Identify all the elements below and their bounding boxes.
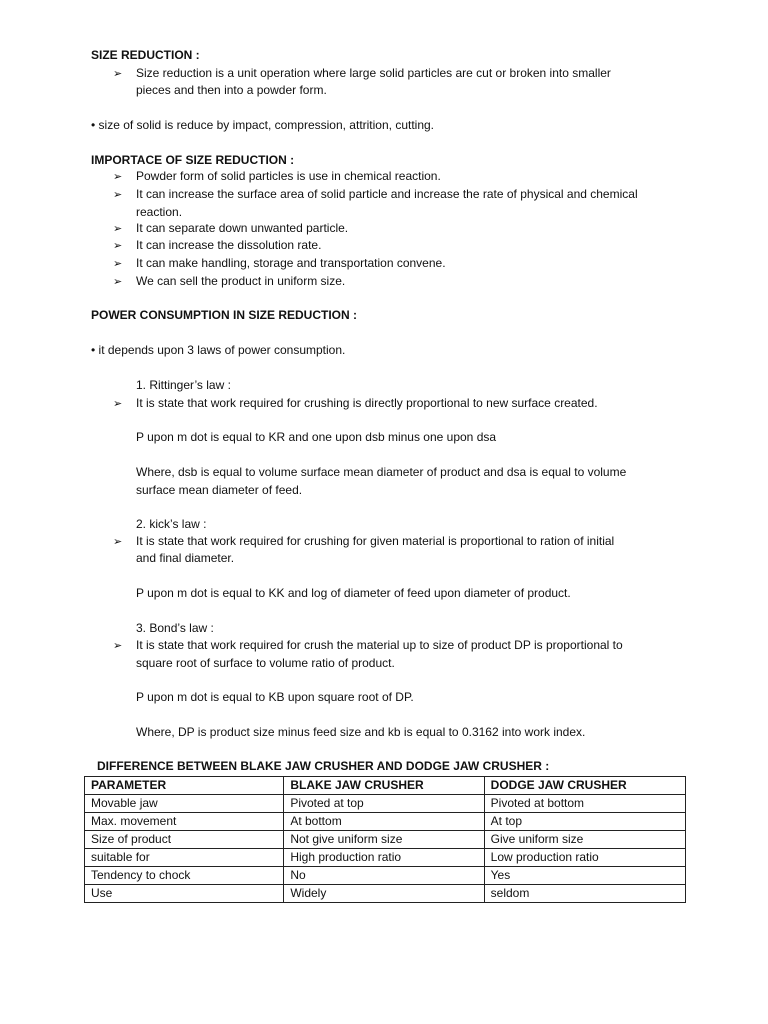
size-reduction-definition-cont: pieces and then into a powder form. (136, 83, 327, 97)
table-cell: Size of product (85, 831, 284, 849)
importance-item-cont: reaction. (136, 205, 183, 219)
table-row (85, 885, 686, 903)
table-header-row (85, 777, 686, 795)
table-cell: Yes (484, 867, 685, 885)
arrow-bullet-icon: ➢ (113, 536, 123, 548)
rittinger-law-title: 1. Rittinger’s law : (136, 378, 231, 392)
table-row (85, 867, 686, 885)
rittinger-law-note-cont: surface mean diameter of feed. (136, 483, 303, 497)
table-cell: seldom (484, 885, 685, 903)
table-cell: Tendency to chock (85, 867, 284, 885)
size-reduction-definition: Size reduction is a unit operation where large solid particles are cut or broken into smaller (136, 66, 611, 80)
column-header-blake: BLAKE JAW CRUSHER (284, 777, 484, 795)
kick-law-statement-cont: and final diameter. (136, 551, 235, 565)
arrow-bullet-icon: ➢ (113, 68, 123, 80)
comparison-table (84, 776, 686, 903)
size-reduction-heading: SIZE REDUCTION : (91, 48, 200, 62)
table-row (85, 831, 686, 849)
arrow-bullet-icon: ➢ (113, 258, 123, 270)
importance-item: Powder form of solid particles is use in chemical reaction. (136, 169, 441, 183)
arrow-bullet-icon: ➢ (113, 223, 123, 235)
importance-item: It can make handling, storage and transportation convene. (136, 256, 446, 270)
table-cell: Widely (284, 885, 484, 903)
size-reduction-bullet: • size of solid is reduce by impact, compression, attrition, cutting. (91, 118, 435, 132)
difference-heading: DIFFERENCE BETWEEN BLAKE JAW CRUSHER AND DODGE JAW CRUSHER : (97, 759, 550, 773)
table-cell: Use (85, 885, 284, 903)
column-header-parameter: PARAMETER (85, 777, 284, 795)
table-cell: Give uniform size (484, 831, 685, 849)
importance-item: It can increase the dissolution rate. (136, 238, 322, 252)
table-cell: Max. movement (85, 813, 284, 831)
rittinger-law-note: Where, dsb is equal to volume surface mean diameter of product and dsa is equal to volume (136, 465, 627, 479)
bond-law-statement: It is state that work required for crush the material up to size of product DP is proportional to (136, 638, 623, 652)
importance-heading: IMPORTACE OF SIZE REDUCTION : (91, 153, 295, 167)
table-cell: Pivoted at top (284, 795, 484, 813)
importance-item: It can increase the surface area of solid particle and increase the rate of physical and chemical (136, 187, 638, 201)
power-consumption-bullet: • it depends upon 3 laws of power consumption. (91, 343, 346, 357)
arrow-bullet-icon: ➢ (113, 276, 123, 288)
arrow-bullet-icon: ➢ (113, 398, 123, 410)
rittinger-law-statement: It is state that work required for crushing is directly proportional to new surface created. (136, 396, 598, 410)
arrow-bullet-icon: ➢ (113, 640, 123, 652)
arrow-bullet-icon: ➢ (113, 240, 123, 252)
table-cell: Movable jaw (85, 795, 284, 813)
kick-law-formula: P upon m dot is equal to KK and log of diameter of feed upon diameter of product. (136, 586, 571, 600)
column-header-dodge: DODGE JAW CRUSHER (484, 777, 685, 795)
bond-law-note: Where, DP is product size minus feed size and kb is equal to 0.3162 into work index. (136, 725, 586, 739)
importance-item: We can sell the product in uniform size. (136, 274, 346, 288)
arrow-bullet-icon: ➢ (113, 171, 123, 183)
table-cell: Low production ratio (484, 849, 685, 867)
arrow-bullet-icon: ➢ (113, 189, 123, 201)
table-cell: No (284, 867, 484, 885)
table-row (85, 795, 686, 813)
table-row (85, 849, 686, 867)
table-cell: suitable for (85, 849, 284, 867)
table-cell: Not give uniform size (284, 831, 484, 849)
kick-law-title: 2. kick’s law : (136, 517, 207, 531)
importance-item: It can separate down unwanted particle. (136, 221, 349, 235)
bond-law-statement-cont: square root of surface to volume ratio of product. (136, 656, 395, 670)
power-consumption-heading: POWER CONSUMPTION IN SIZE REDUCTION : (91, 308, 358, 322)
table-cell: High production ratio (284, 849, 484, 867)
table-cell: At top (484, 813, 685, 831)
kick-law-statement: It is state that work required for crushing for given material is proportional to ration of initial (136, 534, 615, 548)
rittinger-law-formula: P upon m dot is equal to KR and one upon dsb minus one upon dsa (136, 430, 497, 444)
bond-law-formula: P upon m dot is equal to KB upon square root of DP. (136, 690, 414, 704)
table-cell: Pivoted at bottom (484, 795, 685, 813)
table-cell: At bottom (284, 813, 484, 831)
bond-law-title: 3. Bond’s law : (136, 621, 214, 635)
table-row (85, 813, 686, 831)
